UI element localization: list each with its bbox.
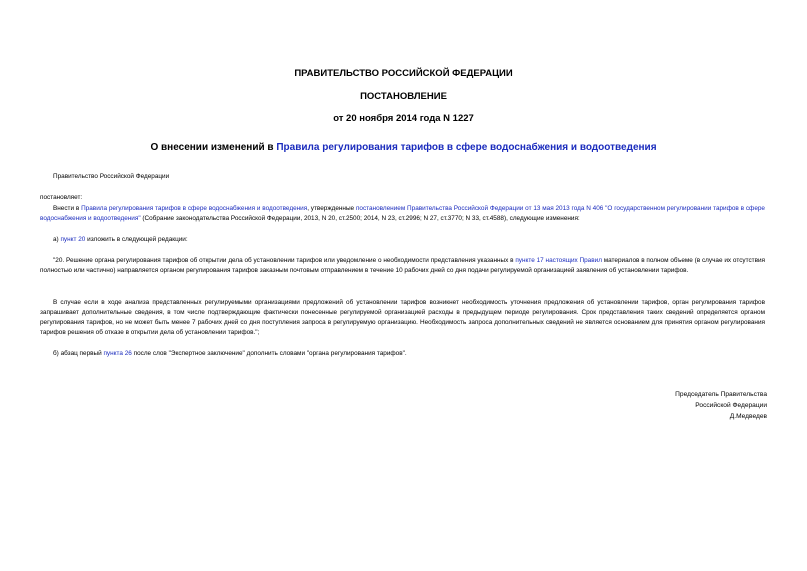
doc-type-heading: ПОСТАНОВЛЕНИЕ — [360, 91, 447, 102]
clause-26-link[interactable]: пункта 26 — [103, 350, 132, 357]
clause-17-link[interactable]: пункте 17 настоящих Правил — [515, 257, 602, 264]
paragraph-b: б) абзац первый пункта 26 после слов "Экспертное заключение" дополнить словами "органа регулирования тарифов". — [53, 350, 407, 357]
resolution-406-link[interactable]: постановлением Правительства Российской Федерации от 13 мая 2013 года N 406 "О государственном регулировании тарифов в сфере водоснабжения и водоотведения" — [40, 205, 765, 222]
title-rules-link[interactable]: Правила регулирования тарифов в сфере водоснабжения и водоотведения — [276, 142, 657, 153]
paragraph-amendments: Внести в Правила регулирования тарифов в сфере водоснабжения и водоотведения, утвержденные постановлением Правительства Российской Федерации от 13 мая 2013 года N 406 "О государственном регулировании тарифов в сфере водоснабжения и водоотведения" (Собрание законодательства Российской Федерации, 2013, N 20, ст.2500; 2014, N 23, ст.2996; N 27, ст.3770; N 33, ст.4588), следующие изменения: — [40, 205, 765, 222]
signature-position: Председатель Правительства — [675, 391, 767, 398]
issuer-text: Правительство Российской Федерации — [53, 173, 170, 180]
government-heading: ПРАВИТЕЛЬСТВО РОССИЙСКОЙ ФЕДЕРАЦИИ — [294, 68, 513, 79]
clause-20-link[interactable]: пункт 20 — [60, 236, 86, 243]
decides-text: постановляет: — [40, 194, 83, 201]
rules-link[interactable]: Правила регулирования тарифов в сфере водоснабжения и водоотведения — [81, 205, 308, 212]
date-number-heading: от 20 ноября 2014 года N 1227 — [333, 113, 474, 124]
paragraph-a: а) пункт 20 изложить в следующей редакции: — [53, 236, 188, 243]
document-title — [0, 142, 807, 153]
paragraph-clarification: В случае если в ходе анализа представленных регулируемыми организациями предложений об установлении тарифов возникнет необходимость уточнения предложения об установлении тарифов, орган регулирования тарифов запрашивает дополнительные сведения, в том числе подтверждающие фактически понесенные регулируемой организацией расходы в предыдущем периоде регулирования. Срок представления таких сведений определяется органом регулирования тарифов, но не может быть менее 7 рабочих дней со дня поступления запроса в регулируемую организацию. Необходимость запроса дополнительных сведений не является основанием для принятия органом регулирования тарифов решения об отказе в открытии дела об установлении тарифов."; — [40, 299, 765, 336]
title-prefix: О внесении изменений в — [150, 142, 277, 153]
signature-country: Российской Федерации — [695, 402, 767, 409]
signature-name: Д.Медведев — [729, 413, 767, 420]
paragraph-clause-20: "20. Решение органа регулирования тарифов об открытии дела об установлении тарифов или уведомление о необходимости представления указанных в пункте 17 настоящих Правил материалов в полном объеме (в случае их отсутствия полностью или частично) направляется органом регулирования тарифов заказным почтовым отправлением в течение 10 рабочих дней со дня подачи регулируемой организацией заявления об установлении тарифов. — [40, 257, 765, 274]
signature-block — [675, 389, 767, 422]
